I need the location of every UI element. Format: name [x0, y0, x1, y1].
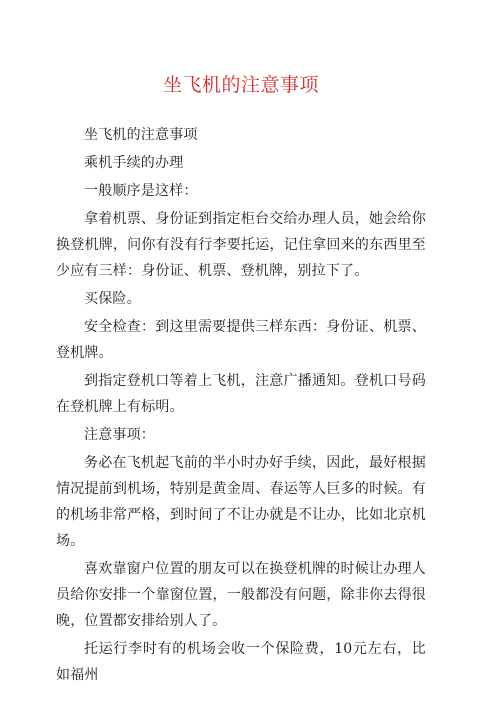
- page-title: 坐飞机的注意事项: [162, 74, 319, 96]
- paragraph-checkin: 乘机手续的办理: [84, 155, 184, 171]
- document-body: [56, 122, 426, 688]
- paragraph-window-seat: 喜欢靠窗户位置的朋友可以在换登机牌的时候让办理人员给你安排一个靠窗位置，一般都没有问题，除非你去得很晚，位置都安排给别人了。: [56, 561, 426, 629]
- paragraph-heading: 坐飞机的注意事项: [84, 127, 198, 143]
- paragraph-order: 一般顺序是这样：: [84, 183, 198, 199]
- paragraph-security: 安全检查：到这里需要提供三样东西：身份证、机票、登机牌。: [56, 319, 426, 361]
- paragraph-gate: 到指定登机口等着上飞机，注意广播通知。登机口号码在登机牌上有标明。: [56, 373, 426, 415]
- paragraph-timing: 务必在飞机起飞前的半小时办好手续，因此，最好根据情况提前到机场，特别是黄金周、春运等人巨多的时候。有的机场非常严格，到时间了不让办就是不让办，比如北京机场。: [56, 455, 426, 549]
- paragraph-notes-heading: 注意事项：: [84, 427, 155, 443]
- paragraph-boarding-pass: 拿着机票、身份证到指定柜台交给办理人员，她会给你换登机牌，问你有没有行李要托运，记住拿回来的东西里至少应有三样：身份证、机票、登机牌，别拉下了。: [56, 211, 426, 279]
- paragraph-luggage: 托运行李时有的机场会收一个保险费，10元左右，比如福州: [56, 641, 426, 683]
- paragraph-insurance: 买保险。: [84, 291, 141, 307]
